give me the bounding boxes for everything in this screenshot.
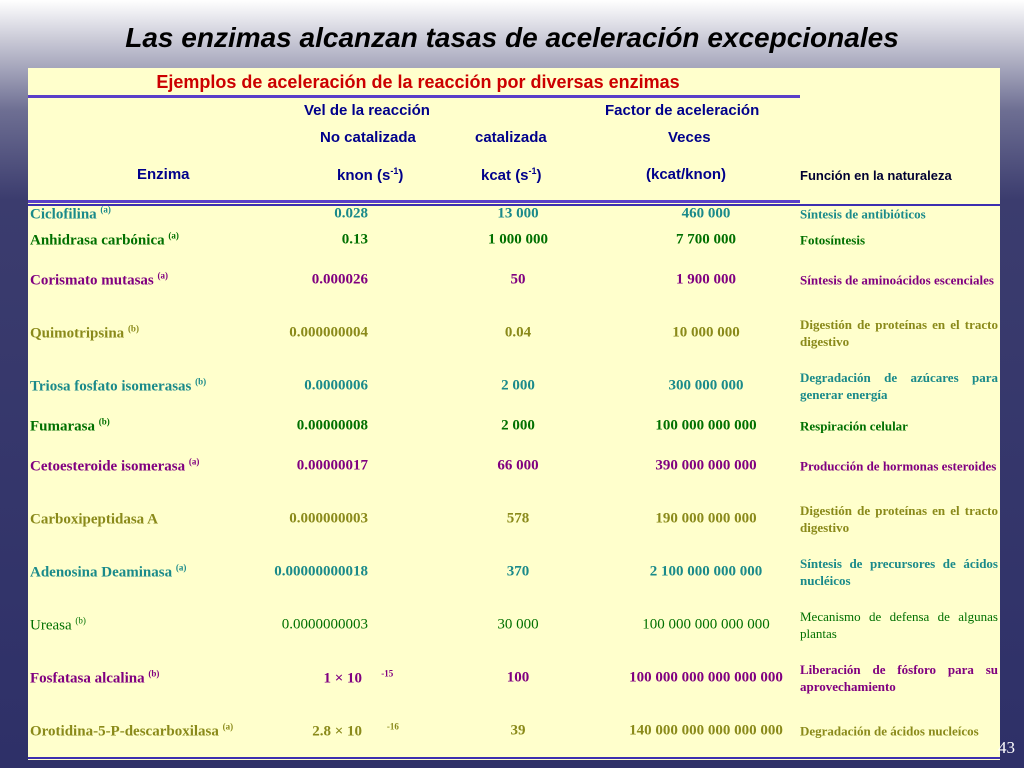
table-subtitle: Ejemplos de aceleración de la reacción por diversas enzimas [156,72,680,92]
table-row: Cetoesteroide isomerasa $^{(a)}$ 0.00000017 66 000 390 000 000 000 Producción de hormonas esteroides [30,456,997,475]
enzyme-table-panel [28,68,1000,760]
table-row: Anhidrasa carbónica $^{(a)}$ 0.13 1 000 000 7 700 000 Fotosíntesis [28,227,1000,253]
reference-mark: (b) [75,615,86,626]
table-row: Ciclofilina $^{(a)}$ 0.028 13 000 460 000 Síntesis de antibióticos [28,201,1000,227]
function-text: Síntesis de antibióticos [800,206,926,222]
reference-mark: (a) [175,562,187,573]
enzyme-name: Adenosina Deaminasa $^{(a)}$ [30,562,187,581]
enzyme-name: Carboxipeptidasa A [30,511,158,528]
function-text: Síntesis de aminoácidos escenciales [800,272,994,288]
table-row: Fumarasa $^{(b)}$ 0.00000008 2 000 100 000 000 000 Respiración celular [28,410,1000,442]
header-kcat: kcat $(s^{-1})$ [481,166,542,184]
subtitle-underline [28,95,800,98]
header-enzima: Enzima [137,166,190,183]
function-text: Degradación de azúcares para generar energía [800,370,998,402]
enzyme-name: Orotidina-5-P-descarboxilasa $^{(a)}$ [30,721,234,740]
table-row: Triosa fosfato isomerasas $^{(b)}$ 0.0000006 2 000 300 000 000 Degradación de azúcares para generar energía [30,370,998,402]
enzyme-name: Anhidrasa carbónica $^{(a)}$ [30,230,179,249]
table-row: Fosfatasa alcalina $^{(b)}$ 1 × 10 $^{-15}$ 100 100 000 000 000 000 000 Liberación de fósforo para su aprovechamiento [30,662,998,694]
header-no-catalizada: No catalizada [320,129,416,146]
reference-mark: (a) [100,204,111,215]
table-row: Orotidina-5-P-descarboxilasa $^{(a)}$ 2.8 × 10 $^{-16}$ 39 140 000 000 000 000 000 Degradación de ácidos nucleícos [28,707,1000,755]
enzyme-name: Ureasa $^{(b)}$ [30,615,86,634]
table-bottom-line [28,757,1000,759]
table-row: Carboxipeptidasa A 0.000000003 578 190 000 000 000 Digestión de proteínas en el tracto digestivo [30,503,998,535]
enzyme-name: Cetoesteroide isomerasa $^{(a)}$ [30,456,200,475]
slide-title: Las enzimas alcanzan tasas de aceleración excepcionales [125,22,899,53]
page-number: 43 [998,738,1015,757]
header-factor: Factor de aceleración [605,102,760,119]
enzyme-name: Fumarasa $^{(b)}$ [30,416,110,435]
function-text: Digestión de proteínas en el tracto digestivo [800,503,998,535]
reference-mark: (b) [98,416,110,427]
table-row: Corismato mutasas $^{(a)}$ 0.000026 50 1 900 000 Síntesis de aminoácidos escenciales [28,256,1000,304]
function-text: Respiración celular [800,418,908,434]
reference-mark: (a) [188,456,200,467]
header-ratio: (kcat/knon) [646,166,727,183]
reference-mark: (a) [168,230,179,241]
reference-mark: (b) [148,668,160,679]
header-funcion: Función en la naturaleza [800,168,952,183]
table-row: Adenosina Deaminasa $^{(a)}$ 0.00000000018 370 2 100 000 000 000 Síntesis de precursores de ácidos nucléicos [30,556,998,588]
enzyme-name: Quimotripsina $^{(b)}$ [30,323,139,342]
reference-mark: (b) [127,323,139,334]
header-knon: knon $(s^{-1})$ [337,166,404,184]
table-row: Quimotripsina $^{(b)}$ 0.000000004 0.04 10 000 000 Digestión de proteínas en el tracto digestivo [30,317,998,349]
function-text: Degradación de ácidos nucleícos [800,723,979,739]
function-text: Fotosíntesis [800,232,865,248]
table-row: Ureasa $^{(b)}$ 0.0000000003 30 000 100 000 000 000 000 Mecanismo de defensa de algunas plantas [30,609,998,641]
reference-mark: (b) [195,376,207,387]
function-text: Síntesis de precursores de ácidos nucléicos [800,556,998,588]
header-veces: Veces [668,129,711,146]
enzyme-name: Corismato mutasas $^{(a)}$ [30,270,168,289]
reference-mark: (a) [222,721,234,732]
function-text: Liberación de fósforo para su aprovechamiento [800,662,998,694]
function-text: Mecanismo de defensa de algunas plantas [800,609,998,641]
header-vel: Vel de la reacción [304,102,430,119]
enzyme-name: Fosfatasa alcalina $^{(b)}$ [30,668,160,687]
function-text: Producción de hormonas esteroides [800,458,997,474]
header-catalizada: catalizada [475,129,547,146]
function-text: Digestión de proteínas en el tracto digestivo [800,317,998,349]
reference-mark: (a) [157,270,168,281]
enzyme-name: Ciclofilina $^{(a)}$ [30,204,111,223]
enzyme-name: Triosa fosfato isomerasas $^{(b)}$ [30,376,207,395]
